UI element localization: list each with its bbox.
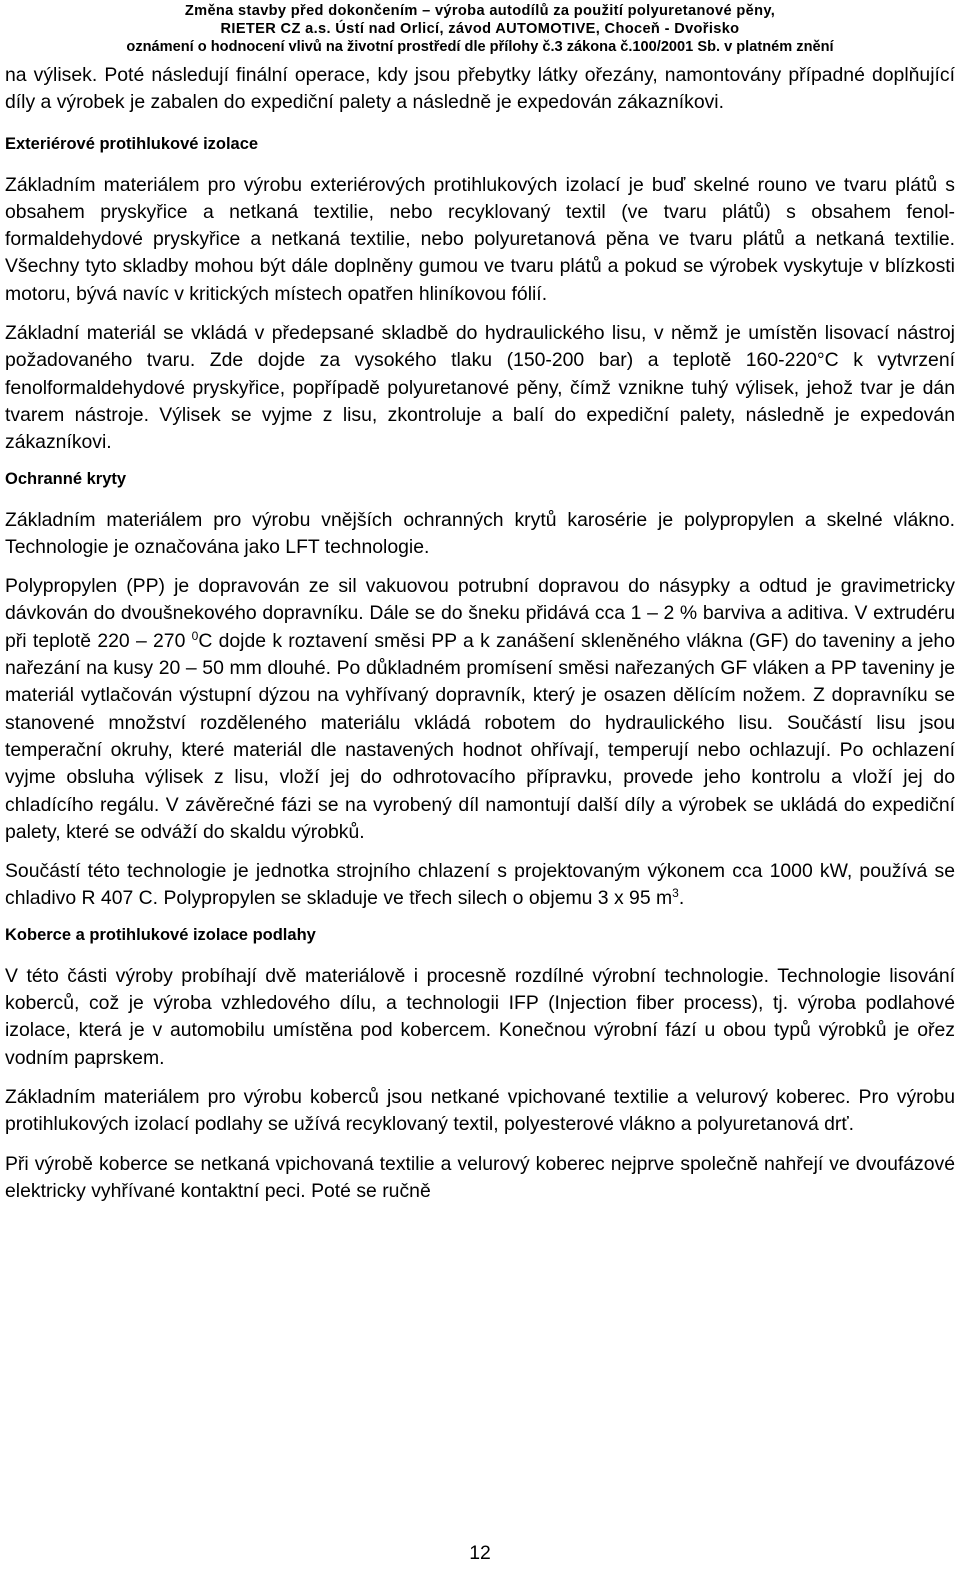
header-line-3: oznámení o hodnocení vlivů na životní prostředí dle přílohy č.3 zákona č.100/2001 Sb. v platném znění [126,39,834,55]
paragraph-covers-process-text-b: C dojde k roztavení směsi PP a k zanášení skleněného vlákna (GF) do taveniny a jeho nařezání na kusy 20 – 50 mm dlouhé. Po důkladném promísení směsi nařezaných GF vláken a PP taveniny je materiál vytlačován výstupní dýzou na vyhřívaný dopravník, který je osazen dělícím nožem. Z dopravníku se stanovené množství rozděleného materiálu vkládá robotem do hydraulického lisu. Součástí lisu jsou temperační okruhy, které materiál dle nastavených hodnot ohřívají, temperují nebo ochlazují. Po ochlazení vyjme obsluha výlisek z lisu, vloží jej do odhrotovacího přípravku, provede jeho kontrolu a vloží jej do chladícího regálu. V závěrečné fázi se na vyrobený díl namontují další díly a výrobek se ukládá do expediční palety, které se odváží do skaldu výrobků. [5,629,955,843]
header-line-1: Změna stavby před dokončením – výroba autodílů za použití polyuretanové pěny, [184,3,776,19]
document-page [5,0,955,1569]
paragraph-exterior-process: Základní materiál se vkládá v předepsané skladbě do hydraulického lisu, v němž je umístěn lisovací nástroj požadovaného tvaru. Zde dojde za vysokého tlaku (150-200 bar) a teplotě 160-220°C k vytvrzení fenolformaldehydové pryskyřice, popřípadě polyuretanové pěny, čímž vznikne tuhý výlisek, jehož tvar je dán tvarem nástroje. Výlisek se vyjme z lisu, zkontroluje a balí do expediční palety, následně je expedován zákazníkovi. [5,322,955,454]
page-header [5,0,955,56]
paragraph-cooling-unit-text-a: Součástí této technologie je jednotka strojního chlazení s projektovaným výkonem cca 1000 kW, používá se chladivo R 407 C. Polypropylen se skladuje ve třech silech o objemu 3 x 95 m [5,860,955,910]
superscript-cubed: 3 [672,886,679,901]
paragraph-covers-process-text-a: Polypropylen (PP) je dopravován ze sil vakuovou potrubní dopravou do násypky a odtud je gravimetricky dávkován do dvoušnekového dopravníku. Dále se do šneku přidává cca 1 – 2 % barviva a aditiva. V extrudéru při teplotě 220 – 270 [5,575,955,652]
document-body [5,62,955,1205]
paragraph-carpets-technologies: V této části výroby probíhají dvě materiálově i procesně rozdílné výrobní technologie. Technologie lisování koberců, což je výroba vzhledového dílu, a technologii IFP (Injection fiber process), tj. výroba podlahové izolace, která je v automobilu umístěna pod kobercem. Konečnou výrobní fází u obou typů výrobků je ořez vodním paprskem. [5,964,955,1069]
paragraph-cooling-unit-text-b: . [678,887,685,910]
page-number: 12 [469,1542,491,1564]
section-heading-exterior-insulation: Exteriérové protihlukové izolace [5,134,259,153]
paragraph-carpets-materials: Základním materiálem pro výrobu koberců jsou netkané vpichované textilie a velurový koberec. Pro výrobu protihlukových izolací podlahy se užívá recyklovaný textil, polyesterové vlákno a polyuretanová drť. [5,1085,955,1136]
section-heading-carpets-floor-insulation: Koberce a protihlukové izolace podlahy [5,925,316,944]
paragraph-carpets-process: Při výrobě koberce se netkaná vpichovaná textilie a velurový koberec nejprve společně nahřejí ve dvoufázové elektricky vyhřívané kontaktní peci. Poté se ručně [5,1152,955,1202]
paragraph-covers-process [5,573,955,846]
paragraph-continuation: na výlisek. Poté následují finální operace, kdy jsou přebytky látky ořezány, namontovány případné doplňující díly a výrobek je zabalen do expediční palety a následně je expedován zákazníkovi. [5,64,955,114]
superscript-zero: 0 [191,628,199,643]
paragraph-covers-materials: Základním materiálem pro výrobu vnějších ochranných krytů karosérie je polypropylen a skelné vlákno. Technologie je označována jako LFT technologie. [5,508,955,558]
header-line-2: RIETER CZ a.s. Ústí nad Orlicí, závod AUTOMOTIVE, Choceň - Dvořisko [220,21,740,37]
paragraph-exterior-materials: Základním materiálem pro výrobu exteriérových protihlukových izolací je buď skelné rouno ve tvaru plátů s obsahem pryskyřice a netkaná textilie, nebo recyklovaný textil (ve tvaru plátů) s obsahem fenol-formaldehydové pryskyřice a netkaná textilie, nebo polyuretanová pěna ve tvaru plátů a netkaná textilie. Všechny tyto skladby mohou být dále doplněny gumou ve tvaru plátů a pokud se výrobek vyskytuje v blízkosti motoru, bývá navíc v kritických místech opatřen hliníkovou fólií. [5,173,955,305]
paragraph-cooling-unit [5,858,955,913]
section-heading-protective-covers: Ochranné kryty [5,469,127,488]
